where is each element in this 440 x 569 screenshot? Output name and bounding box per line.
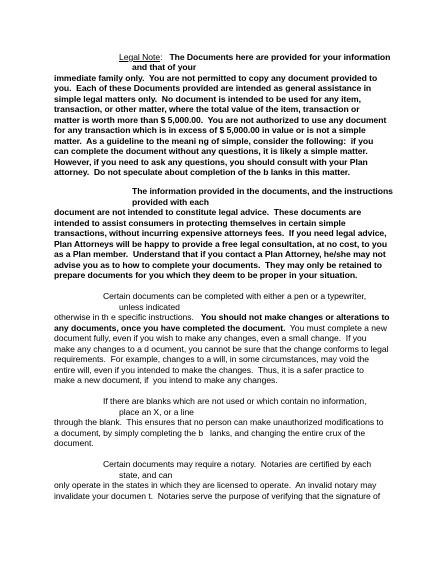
legal-note-body-line: can complete the document without any questions, it is likely a simple matter. [54,146,368,156]
legal-note-body-line: attorney. Do not speculate about completion of the b lanks in this matter. [54,167,350,177]
blanks-paragraph-lead-cont: place an X, or a line [119,407,194,417]
completion-paragraph-line: otherwise in th e specific instructions. You should not make changes or alterations to [54,312,390,322]
blanks-paragraph-line: a document, by simply completing the b lanks, and changing the entire crux of the [54,428,366,438]
notary-paragraph-line: only operate in the states in which they are licensed to operate. An invalid notary may [54,480,377,490]
completion-paragraph-line: requirements. For example, changes to a will, in some circumstances, may void the [54,354,369,364]
legal-note-heading-cont: and that of your [132,62,197,72]
info-paragraph-line: prepare documents for you which they deem to be proper in your situation. [54,270,358,280]
legal-note-body-line: simple legal matters only. No document is intended to be used for any item, [54,94,361,104]
info-paragraph-line: as a Plan member. Understand that if you contact a Plan Attorney, he/she may not [54,249,386,259]
legal-note-body-line: immediate family only. You are not permitted to copy any document provided to [54,73,378,83]
completion-paragraph-lead: Certain documents can be completed with either a pen or a typewriter, [103,291,367,301]
legal-note-body-line: you. Each of these Documents provided are intended as general assistance in [54,83,372,93]
legal-note-heading-text: The Documents here are provided for your information [169,52,391,62]
completion-paragraph-line: any documents, once you have completed the document. You must complete a new [54,323,387,333]
no-alterations-warning-cont: any documents, once you have completed the document. [54,323,286,333]
info-paragraph-line: intended to assist consumers in protecting themselves in certain simple [54,218,346,228]
completion-paragraph-lead-cont: unless indicated [119,302,180,312]
info-paragraph-heading-cont: provided with each [132,197,209,207]
blanks-paragraph-line: document. [54,438,94,448]
info-paragraph-line: transactions, without incurring expensive attorneys fees. If you need legal advice, [54,228,387,238]
notary-paragraph-lead: Certain documents may require a notary. Notaries are certified by each [103,459,372,469]
legal-note-intro-line: Legal Note: The Documents here are provided for your information [119,52,391,62]
info-paragraph-line: advise you as to how to complete your documents. They may only be retained to [54,260,382,270]
completion-paragraph-line: document fully, even if you wish to make any changes, even a small change. If you [54,333,367,343]
no-alterations-warning: You should not make changes or alterations to [200,312,390,322]
legal-note-body-line: matter is worth more than $ 5,000.00. You are not authorized to use any document [54,115,387,125]
completion-paragraph-line: make a new document, if you intend to make any changes. [54,375,278,385]
info-paragraph-heading: The information provided in the documents, and the instructions [132,186,393,196]
notary-paragraph-lead-cont: state, and can [119,470,173,480]
legal-note-body-line: transaction, or other matter, where the total value of the item, transaction or [54,104,360,114]
legal-note-body-line: However, if you need to ask any questions, you should consult with your Plan [54,157,368,167]
legal-note-body-line: for any transaction which is in excess of $ 5,000.00 in value or is not a simple [54,125,366,135]
blanks-paragraph-lead: If there are blanks which are not used or which contain no information, [103,396,367,406]
blanks-paragraph-line: through the blank. This ensures that no person can make unauthorized modifications to [54,417,384,427]
completion-paragraph-line: entire will, even if you intended to make the changes. Thus, it is a safer practice to [54,365,364,375]
completion-paragraph-line: make any changes to a d ocument, you cannot be sure that the change conforms to legal [54,344,389,354]
notary-paragraph-line: invalidate your documen t. Notaries serve the purpose of verifying that the signature of [54,491,381,501]
info-paragraph-line: Plan Attorneys will be happy to provide a free legal consultation, at no cost, to you [54,239,388,249]
legal-note-label: Legal Note [119,52,161,62]
legal-note-body-line: matter. As a guideline to the meani ng of simple, consider the following: if you [54,136,374,146]
info-paragraph-line: document are not intended to constitute legal advice. These documents are [54,207,362,217]
